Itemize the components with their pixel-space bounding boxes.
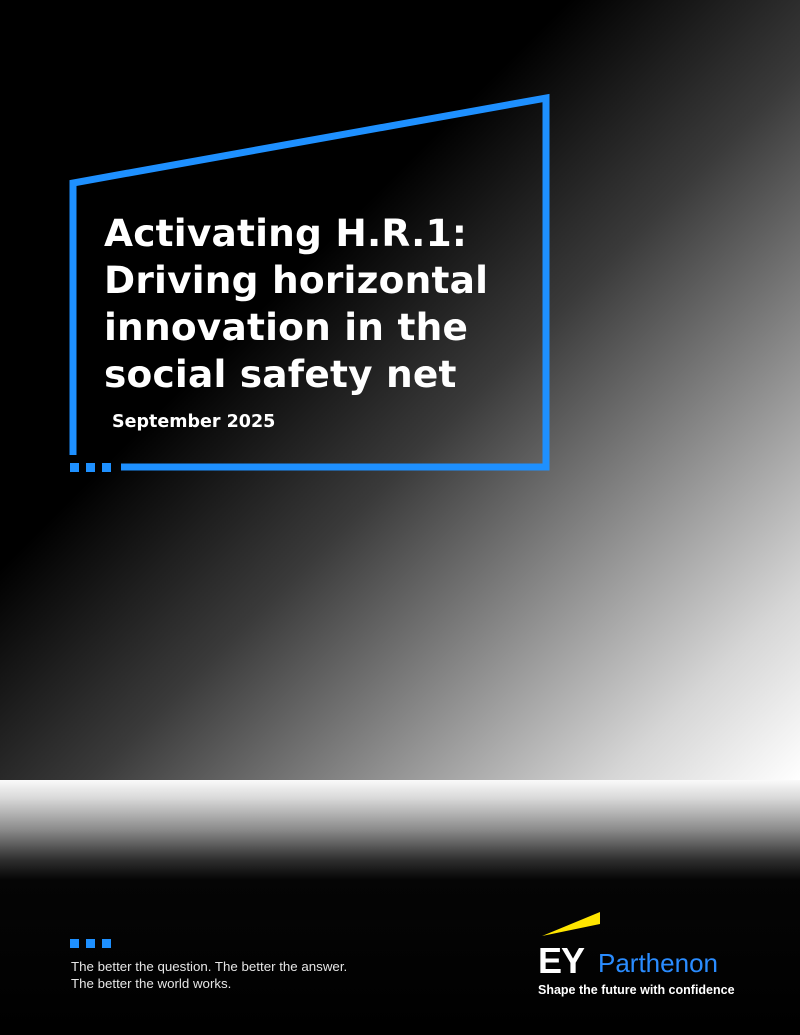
cover-title: [104, 210, 524, 398]
title-line: social safety net: [104, 352, 457, 396]
publication-date: September 2025: [112, 412, 276, 432]
dot-square: [86, 939, 95, 948]
title-line: innovation in the: [104, 305, 469, 349]
title-line: Activating H.R.1:: [104, 211, 468, 255]
slogan-line: The better the world works.: [71, 976, 232, 991]
yellow-beam-icon: [536, 910, 606, 942]
dot-square: [86, 463, 95, 472]
slogan-line: The better the question. The better the answer.: [71, 959, 348, 974]
footer-slogan: [71, 958, 347, 992]
frame-dots-decoration: [70, 463, 111, 472]
dot-square: [102, 939, 111, 948]
dot-square: [70, 463, 79, 472]
title-line: Driving horizontal: [104, 258, 489, 302]
logo-parthenon-wordmark: Parthenon: [598, 948, 718, 978]
dot-square: [102, 463, 111, 472]
ey-parthenon-logo: [536, 910, 746, 1000]
logo-tagline: Shape the future with confidence: [538, 983, 735, 997]
footer-dots-decoration: [70, 939, 111, 948]
dot-square: [70, 939, 79, 948]
logo-ey-wordmark: EY: [538, 940, 585, 981]
